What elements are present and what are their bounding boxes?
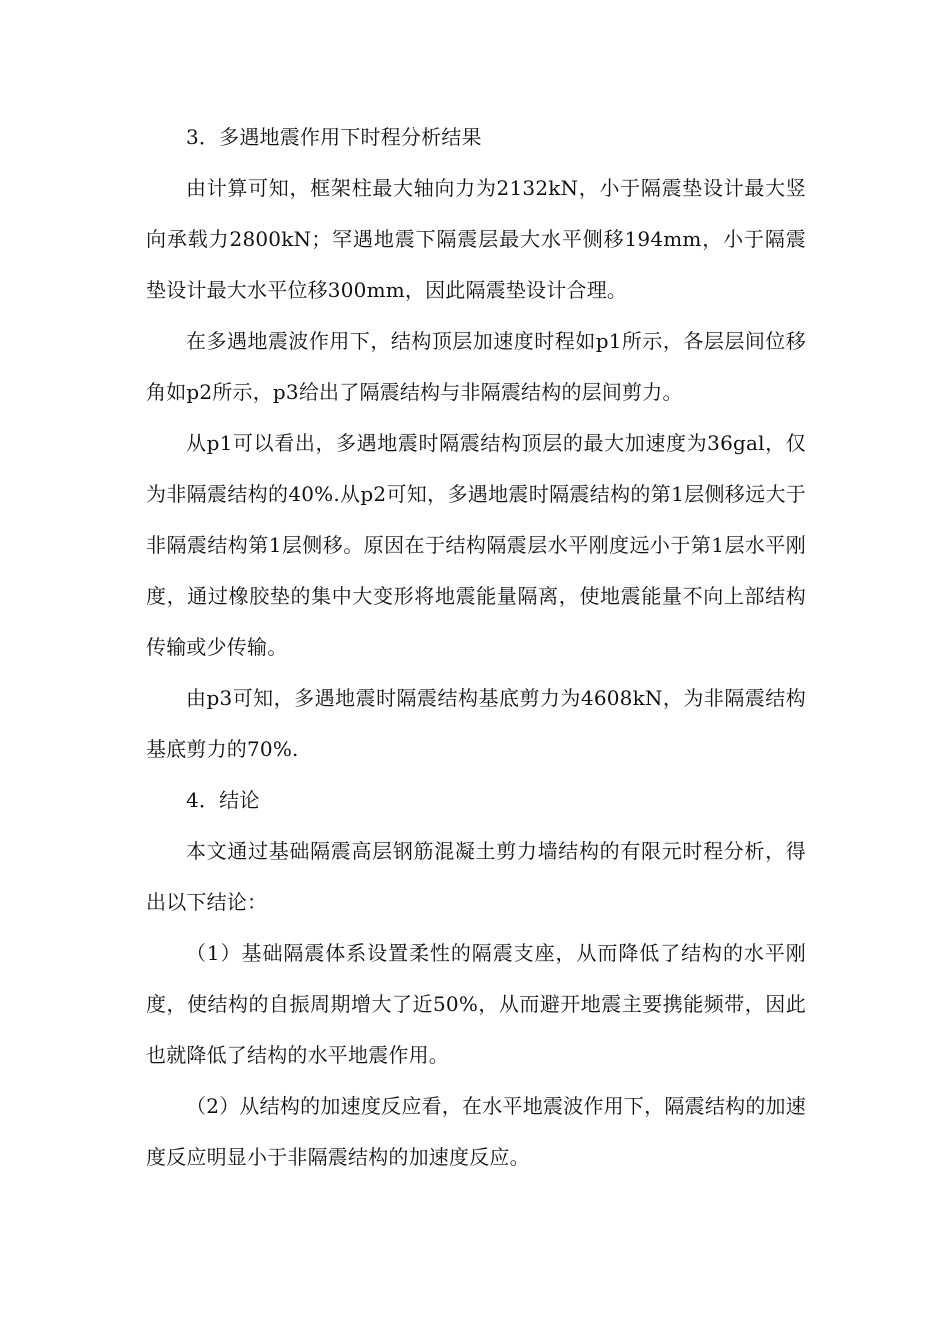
section-heading-3: 3．多遇地震作用下时程分析结果 [186,125,482,149]
paragraph-time-history-figures: 在多遇地震波作用下，结构顶层加速度时程如p1所示，各层层间位移角如p2所示，p3给出了隔震结构与非隔震结构的层间剪力。 [146,329,806,404]
paragraph-calculation-result: 由计算可知，框架柱最大轴向力为2132kN，小于隔震垫设计最大竖向承载力2800kN；罕遇地震下隔震层最大水平侧移194mm，小于隔震垫设计最大水平位移300mm，因此隔震垫设计合理。 [146,176,806,302]
paragraph-p3-base-shear: 由p3可知，多遇地震时隔震结构基底剪力为4608kN，为非隔震结构基底剪力的70%. [146,686,806,761]
paragraph-conclusion-intro: 本文通过基础隔震高层钢筋混凝土剪力墙结构的有限元时程分析，得出以下结论： [146,839,806,914]
conclusion-item-1: （1）基础隔震体系设置柔性的隔震支座，从而降低了结构的水平刚度，使结构的自振周期增大了近50%，从而避开地震主要携能频带，因此也就降低了结构的水平地震作用。 [146,941,806,1067]
document-body [146,112,806,1183]
conclusion-item-2: （2）从结构的加速度反应看，在水平地震波作用下，隔震结构的加速度反应明显小于非隔震结构的加速度反应。 [146,1094,806,1169]
section-heading-4: 4．结论 [186,788,260,812]
paragraph-p1-p2-analysis: 从p1可以看出，多遇地震时隔震结构顶层的最大加速度为36gal，仅为非隔震结构的40%.从p2可知，多遇地震时隔震结构的第1层侧移远大于非隔震结构第1层侧移。原因在于结构隔震层水平刚度远小于第1层水平刚度，通过橡胶垫的集中大变形将地震能量隔离，使地震能量不向上部结构传输或少传输。 [146,431,806,659]
